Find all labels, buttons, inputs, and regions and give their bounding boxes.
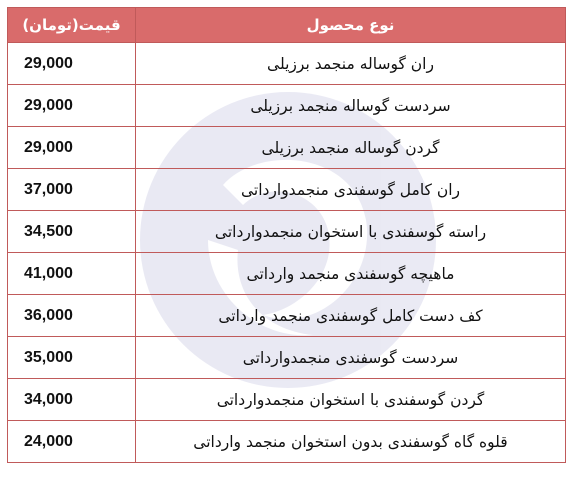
- table-header-row: [8, 8, 566, 43]
- product-cell: راسته گوسفندی با استخوان منجمدوارداتی: [136, 211, 566, 253]
- price-cell: 24,000: [8, 421, 136, 463]
- table-row: [8, 85, 566, 127]
- table-row: [8, 337, 566, 379]
- product-cell: قلوه گاه گوسفندی بدون استخوان منجمد وارداتی: [136, 421, 566, 463]
- price-cell: 29,000: [8, 127, 136, 169]
- product-cell: ماهیچه گوسفندی منجمد وارداتی: [136, 253, 566, 295]
- product-cell: کف دست کامل گوسفندی منجمد وارداتی: [136, 295, 566, 337]
- table-row: [8, 43, 566, 85]
- price-cell: 34,000: [8, 379, 136, 421]
- price-cell: 34,500: [8, 211, 136, 253]
- product-column-header: نوع محصول: [136, 8, 566, 43]
- price-column-header: قیمت(تومان): [8, 8, 136, 43]
- table-row: [8, 211, 566, 253]
- price-cell: 36,000: [8, 295, 136, 337]
- table-row: [8, 127, 566, 169]
- table-row: [8, 379, 566, 421]
- table-row: [8, 169, 566, 211]
- table-row: [8, 295, 566, 337]
- table-row: [8, 253, 566, 295]
- product-cell: سردست گوساله منجمد برزیلی: [136, 85, 566, 127]
- price-cell: 29,000: [8, 43, 136, 85]
- price-cell: 37,000: [8, 169, 136, 211]
- product-cell: ران گوساله منجمد برزیلی: [136, 43, 566, 85]
- product-cell: گردن گوسفندی با استخوان منجمدوارداتی: [136, 379, 566, 421]
- product-cell: گردن گوساله منجمد برزیلی: [136, 127, 566, 169]
- price-cell: 29,000: [8, 85, 136, 127]
- price-cell: 35,000: [8, 337, 136, 379]
- price-cell: 41,000: [8, 253, 136, 295]
- product-cell: ران کامل گوسفندی منجمدوارداتی: [136, 169, 566, 211]
- price-table: [7, 7, 566, 463]
- table-row: [8, 421, 566, 463]
- product-cell: سردست گوسفندی منجمدوارداتی: [136, 337, 566, 379]
